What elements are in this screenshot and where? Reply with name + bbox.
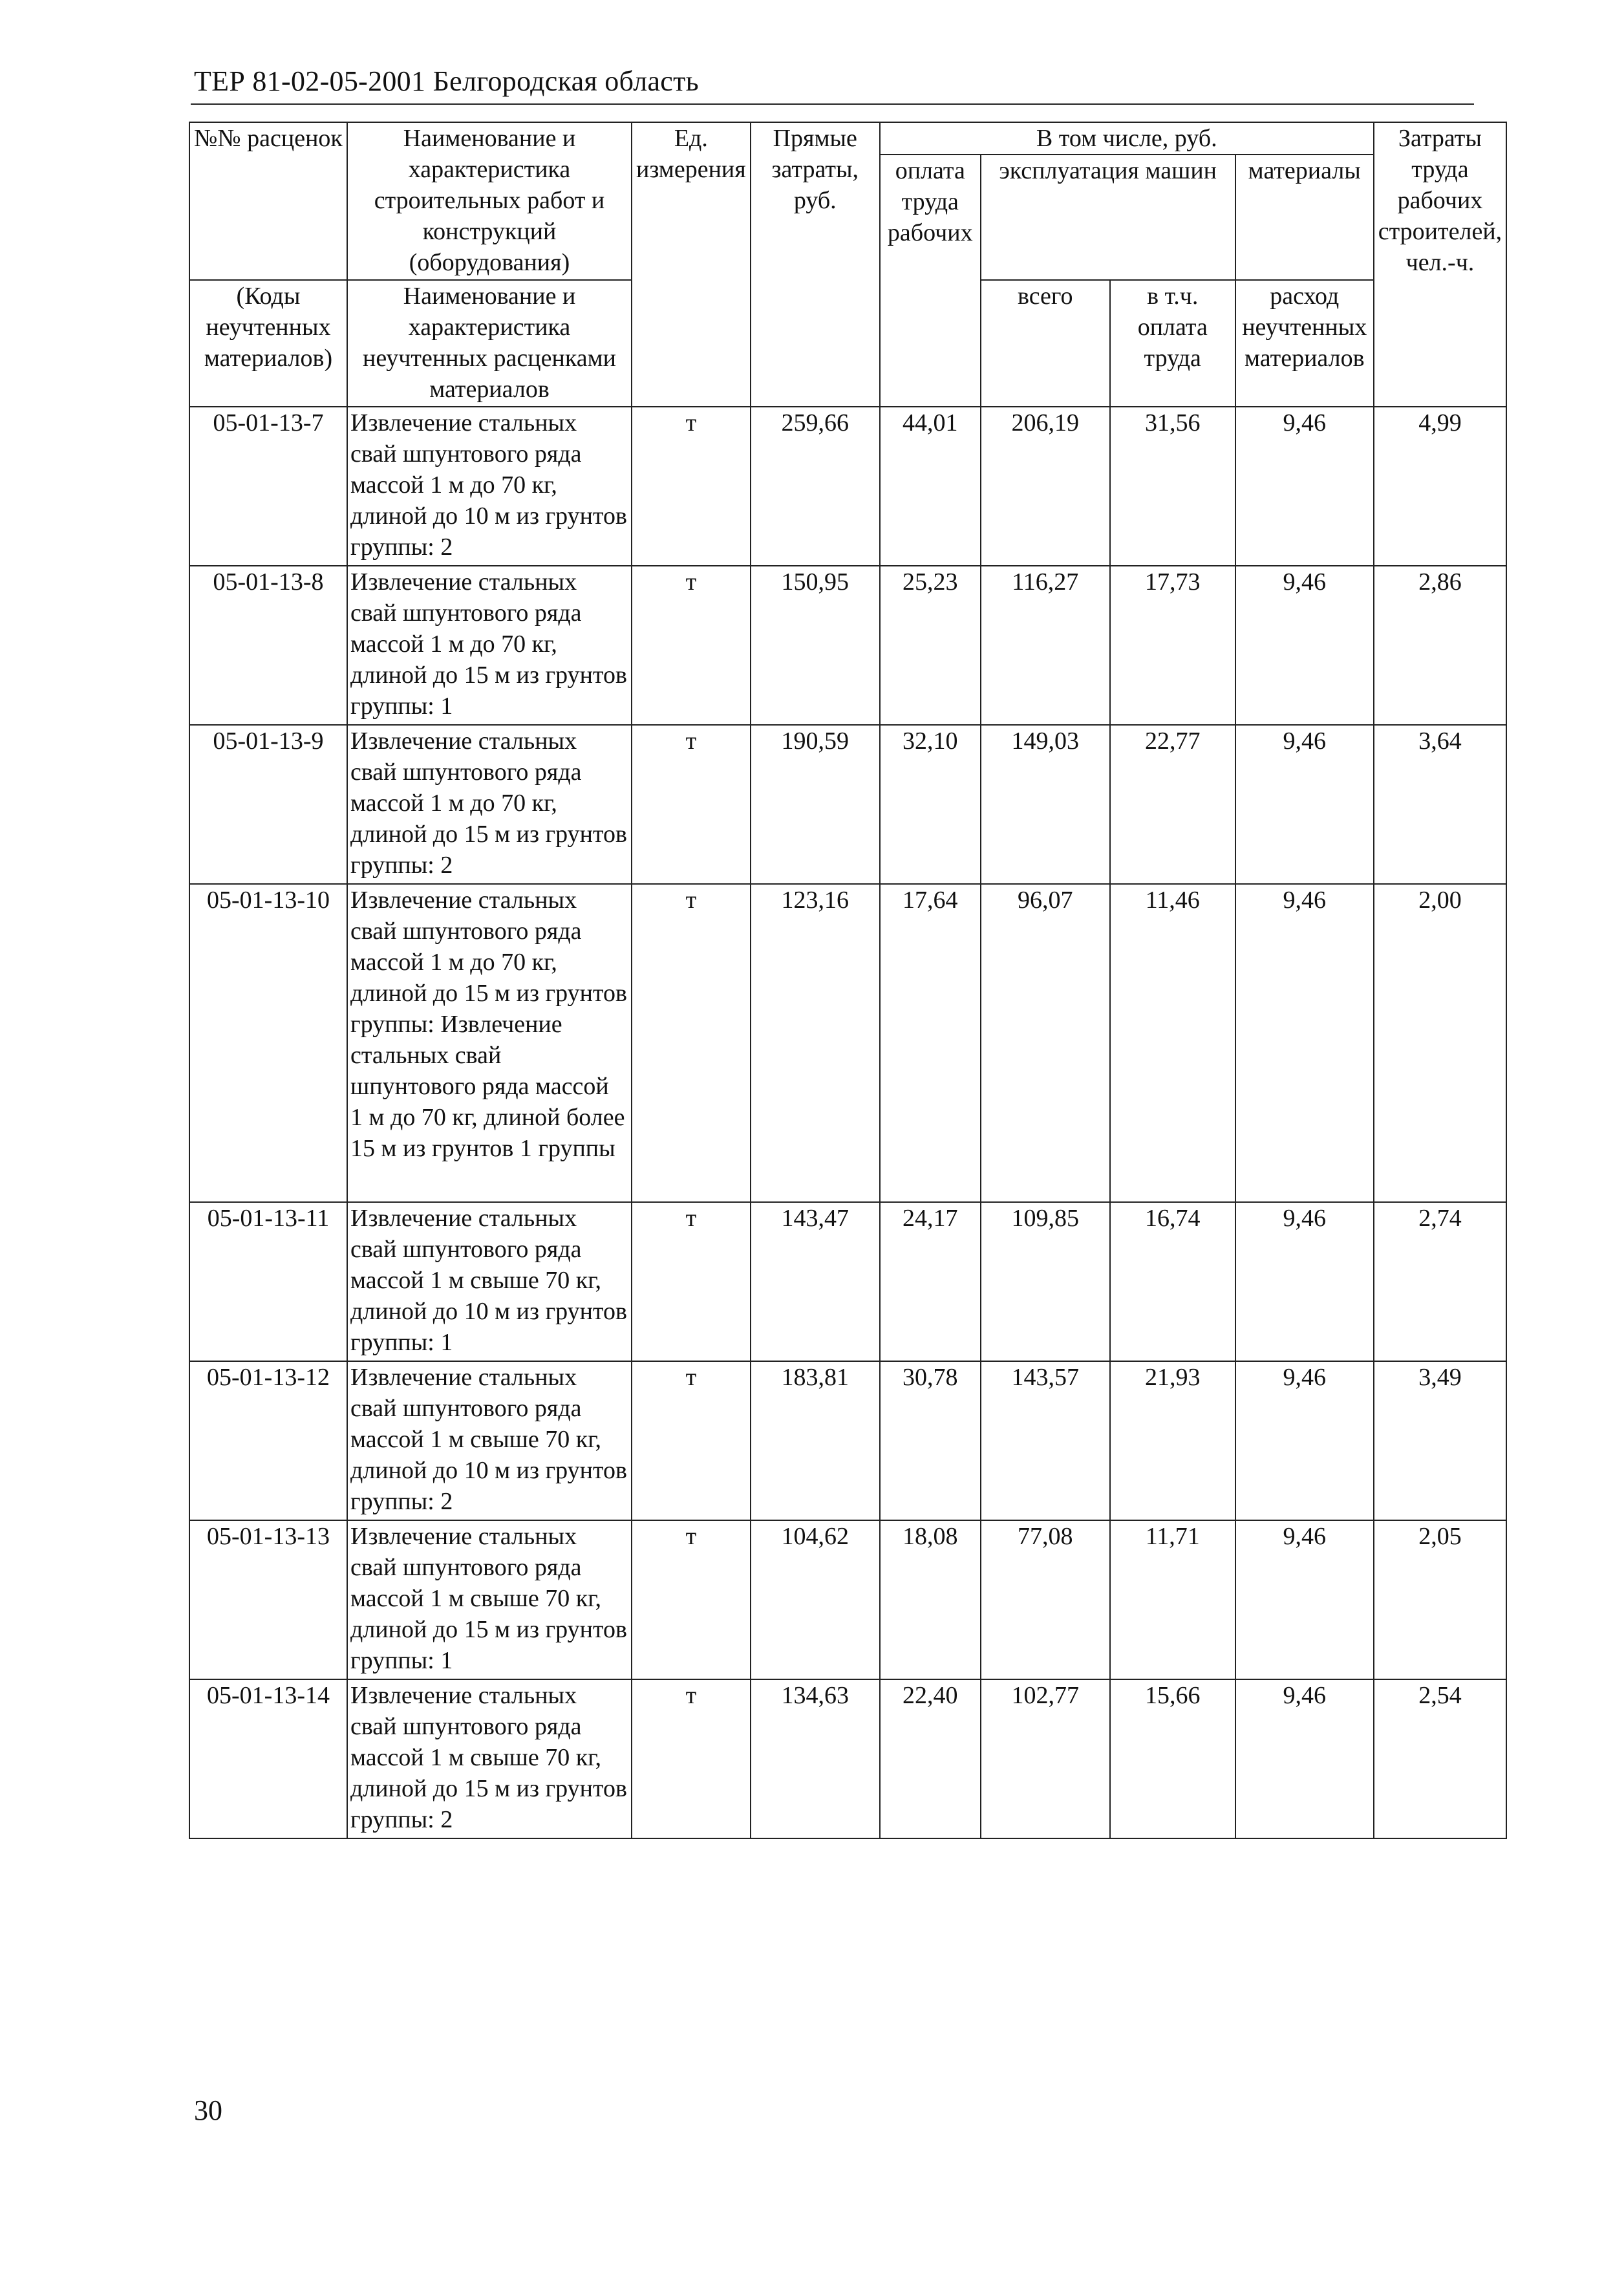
direct-cost-cell: 259,66 xyxy=(751,407,880,566)
rate-name: Извлечение стальных свай шпунтового ряда массой 1 м свыше 70 кг, длиной до 15 м из грунтов группы: 1 xyxy=(347,1520,632,1679)
labor-hours-cell: 3,64 xyxy=(1374,725,1506,884)
machines-total-cell: 149,03 xyxy=(981,725,1110,884)
page-number: 30 xyxy=(194,2094,222,2126)
rate-name: Извлечение стальных свай шпунтового ряда массой 1 м до 70 кг, длиной до 15 м из грунтов группы: 1 xyxy=(347,566,632,725)
header-direct-costs: Прямые затраты, руб. xyxy=(751,122,880,407)
machines-total-cell: 143,57 xyxy=(981,1361,1110,1520)
labor-pay-cell: 17,64 xyxy=(880,884,981,1202)
rate-code: 05-01-13-11 xyxy=(189,1202,347,1361)
table-row xyxy=(189,1520,1506,1679)
table-row xyxy=(189,1361,1506,1520)
rate-code: 05-01-13-10 xyxy=(189,884,347,1202)
header-name-alt: Наименование и характеристика неучтенных расценками материалов xyxy=(347,280,632,407)
labor-pay-cell: 24,17 xyxy=(880,1202,981,1361)
header-including: В том числе, руб. xyxy=(880,122,1374,155)
header-unit: Ед. измерения xyxy=(632,122,751,407)
header-machines: эксплуатация машин xyxy=(981,155,1235,280)
direct-cost-cell: 190,59 xyxy=(751,725,880,884)
materials-cell: 9,46 xyxy=(1235,725,1374,884)
machines-labor-cell: 21,93 xyxy=(1110,1361,1235,1520)
direct-cost-cell: 183,81 xyxy=(751,1361,880,1520)
direct-cost-cell: 134,63 xyxy=(751,1679,880,1838)
direct-cost-cell: 150,95 xyxy=(751,566,880,725)
labor-pay-cell: 22,40 xyxy=(880,1679,981,1838)
unit-cell: т xyxy=(632,725,751,884)
direct-cost-cell: 104,62 xyxy=(751,1520,880,1679)
machines-labor-cell: 11,46 xyxy=(1110,884,1235,1202)
unit-cell: т xyxy=(632,1520,751,1679)
labor-pay-cell: 44,01 xyxy=(880,407,981,566)
rate-code: 05-01-13-7 xyxy=(189,407,347,566)
rate-name: Извлечение стальных свай шпунтового ряда массой 1 м свыше 70 кг, длиной до 10 м из грунтов группы: 1 xyxy=(347,1202,632,1361)
labor-hours-cell: 2,00 xyxy=(1374,884,1506,1202)
unit-cell: т xyxy=(632,1679,751,1838)
unit-cell: т xyxy=(632,1202,751,1361)
direct-cost-cell: 143,47 xyxy=(751,1202,880,1361)
rate-code: 05-01-13-12 xyxy=(189,1361,347,1520)
materials-cell: 9,46 xyxy=(1235,1202,1374,1361)
table-row xyxy=(189,407,1506,566)
machines-labor-cell: 31,56 xyxy=(1110,407,1235,566)
machines-labor-cell: 11,71 xyxy=(1110,1520,1235,1679)
labor-hours-cell: 2,74 xyxy=(1374,1202,1506,1361)
materials-cell: 9,46 xyxy=(1235,1679,1374,1838)
unit-cell: т xyxy=(632,1361,751,1520)
table-header-row xyxy=(189,122,1506,155)
table-row xyxy=(189,1202,1506,1361)
table-row xyxy=(189,566,1506,725)
labor-pay-cell: 18,08 xyxy=(880,1520,981,1679)
header-code: №№ расценок xyxy=(189,122,347,280)
header-materials: материалы xyxy=(1235,155,1374,280)
labor-pay-cell: 25,23 xyxy=(880,566,981,725)
rate-code: 05-01-13-9 xyxy=(189,725,347,884)
rate-code: 05-01-13-8 xyxy=(189,566,347,725)
materials-cell: 9,46 xyxy=(1235,1520,1374,1679)
unit-cell: т xyxy=(632,407,751,566)
machines-total-cell: 96,07 xyxy=(981,884,1110,1202)
machines-total-cell: 206,19 xyxy=(981,407,1110,566)
rate-name: Извлечение стальных свай шпунтового ряда массой 1 м до 70 кг, длиной до 15 м из грунтов группы: 2 xyxy=(347,725,632,884)
header-materials-alt: расход неучтенных материалов xyxy=(1235,280,1374,407)
header-labor-pay: оплата труда рабочих xyxy=(880,155,981,407)
machines-labor-cell: 22,77 xyxy=(1110,725,1235,884)
header-machines-labor: в т.ч. оплата труда xyxy=(1110,280,1235,407)
table-row xyxy=(189,725,1506,884)
header-machines-total: всего xyxy=(981,280,1110,407)
machines-total-cell: 109,85 xyxy=(981,1202,1110,1361)
rate-name: Извлечение стальных свай шпунтового ряда массой 1 м свыше 70 кг, длиной до 15 м из грунтов группы: 2 xyxy=(347,1679,632,1838)
labor-hours-cell: 2,05 xyxy=(1374,1520,1506,1679)
labor-pay-cell: 30,78 xyxy=(880,1361,981,1520)
materials-cell: 9,46 xyxy=(1235,407,1374,566)
materials-cell: 9,46 xyxy=(1235,1361,1374,1520)
header-code-alt: (Коды неучтенных материалов) xyxy=(189,280,347,407)
machines-labor-cell: 17,73 xyxy=(1110,566,1235,725)
labor-hours-cell: 4,99 xyxy=(1374,407,1506,566)
rates-table xyxy=(189,122,1507,1839)
document-title: ТЕР 81-02-05-2001 Белгородская область xyxy=(194,65,700,97)
unit-cell: т xyxy=(632,884,751,1202)
rate-name: Извлечение стальных свай шпунтового ряда массой 1 м до 70 кг, длиной до 10 м из грунтов группы: 2 xyxy=(347,407,632,566)
machines-total-cell: 102,77 xyxy=(981,1679,1110,1838)
rate-code: 05-01-13-14 xyxy=(189,1679,347,1838)
header-labor-hours: Затраты труда рабочих строителей, чел.-ч. xyxy=(1374,122,1506,407)
unit-cell: т xyxy=(632,566,751,725)
labor-hours-cell: 2,86 xyxy=(1374,566,1506,725)
machines-labor-cell: 15,66 xyxy=(1110,1679,1235,1838)
direct-cost-cell: 123,16 xyxy=(751,884,880,1202)
labor-hours-cell: 2,54 xyxy=(1374,1679,1506,1838)
header-name: Наименование и характеристика строительных работ и конструкций (оборудования) xyxy=(347,122,632,280)
rate-name: Извлечение стальных свай шпунтового ряда массой 1 м до 70 кг, длиной до 15 м из грунтов группы: Извлечение стальных свай шпунтового ряда массой 1 м до 70 кг, длиной более 15 м из грунтов 1 группы xyxy=(347,884,632,1202)
header-divider xyxy=(191,103,1474,105)
machines-total-cell: 116,27 xyxy=(981,566,1110,725)
rate-code: 05-01-13-13 xyxy=(189,1520,347,1679)
machines-total-cell: 77,08 xyxy=(981,1520,1110,1679)
materials-cell: 9,46 xyxy=(1235,566,1374,725)
table-row xyxy=(189,1679,1506,1838)
table-row xyxy=(189,884,1506,1202)
labor-pay-cell: 32,10 xyxy=(880,725,981,884)
rate-name: Извлечение стальных свай шпунтового ряда массой 1 м свыше 70 кг, длиной до 10 м из грунтов группы: 2 xyxy=(347,1361,632,1520)
machines-labor-cell: 16,74 xyxy=(1110,1202,1235,1361)
labor-hours-cell: 3,49 xyxy=(1374,1361,1506,1520)
materials-cell: 9,46 xyxy=(1235,884,1374,1202)
